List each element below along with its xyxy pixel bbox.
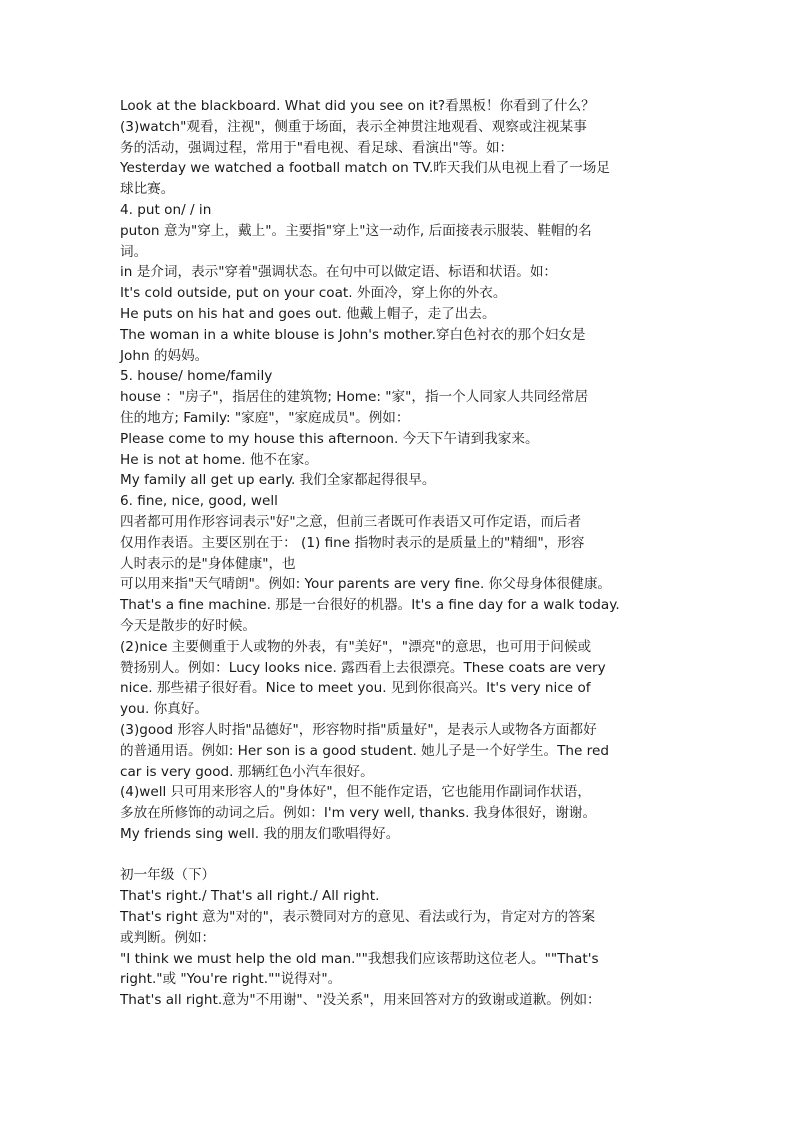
text-line: (4)well 只可用来形容人的"身体好"，但不能作定语，它也能用作副词作状语， — [120, 784, 591, 801]
text-line: you. 你真好。 — [120, 701, 208, 718]
text-line: My family all get up early. 我们全家都起得很早。 — [120, 472, 436, 489]
text-line: 务的活动，强调过程，常用于"看电视、看足球、看演出"等。如： — [120, 139, 514, 156]
text-line: My friends sing well. 我的朋友们歌唱得好。 — [120, 825, 400, 842]
text-line: That's a fine machine. 那是一台很好的机器。It's a fine day for a walk today. — [120, 597, 620, 614]
section-heading: 6. fine, nice, good, well — [120, 493, 278, 510]
text-line: Yesterday we watched a football match on TV.昨天我们从电视上看了一场足 — [120, 160, 610, 177]
text-line: Look at the blackboard. What did you see on it?看黑板！你看到了什么？ — [120, 98, 595, 114]
text-line: Please come to my house this afternoon. 今天下午请到我家来。 — [120, 430, 539, 447]
text-line: (3)watch"观看，注视"，侧重于场面，表示全神贯注地观看、观察或注视某事 — [120, 118, 587, 135]
text-line: 或判断。例如： — [120, 929, 216, 946]
text-line: 赞扬别人。例如：Lucy looks nice. 露西看上去很漂亮。These coats are very — [120, 659, 606, 676]
text-line: nice. 那些裙子很好看。Nice to meet you. 见到你很高兴。It's very nice of — [120, 680, 591, 697]
text-line: 住的地方; Family: "家庭"，"家庭成员"。例如： — [120, 409, 410, 426]
text-line: That's right./ That's all right./ All right. — [120, 888, 380, 905]
text-line: puton 意为"穿上，戴上"。主要指"穿上"这一动作, 后面接表示服装、鞋帽的名 — [120, 222, 592, 239]
text-line: right."或 "You're right.""说得对"。 — [120, 971, 342, 988]
text-line: That's right 意为"对的"，表示赞同对方的意见、看法或行为，肯定对方的答案 — [120, 909, 596, 926]
text-line: 人时表示的是"身体健康"，也 — [120, 555, 296, 572]
text-line: 词。 — [120, 243, 148, 260]
text-line: 的普通用语。例如: Her son is a good student. 她儿子是一个好学生。The red — [120, 742, 609, 759]
text-line: in 是介词，表示"穿着"强调状态。在句中可以做定语、标语和状语。如： — [120, 264, 558, 281]
section-heading: 4. put on/ / in — [120, 201, 212, 218]
text-line: He is not at home. 他不在家。 — [120, 451, 318, 468]
text-line: "I think we must help the old man.""我想我们应该帮助这位老人。""That's — [120, 950, 599, 967]
text-line: 球比赛。 — [120, 181, 175, 198]
text-line: 今天是散步的好时候。 — [120, 617, 256, 634]
section-heading: 初一年级（下） — [120, 867, 216, 884]
text-line: 仅用作表语。主要区别在于： (1) fine 指物时表示的是质量上的"精细"，形容 — [120, 534, 585, 551]
text-line: 四者都可用作形容词表示"好"之意，但前三者既可作表语又可作定语，而后者 — [120, 513, 582, 530]
blank-line — [120, 845, 686, 866]
text-line: house ："房子"，指居住的建筑物; Home: "家"，指一个人同家人共同经常居 — [120, 389, 589, 406]
text-line: John 的妈妈。 — [120, 347, 209, 364]
text-line: He puts on his hat and goes out. 他戴上帽子，走了出去。 — [120, 305, 496, 322]
text-line: That's all right.意为"不用谢"、"没关系"，用来回答对方的致谢或道歉。例如： — [120, 992, 601, 1009]
section-heading: 5. house/ home/family — [120, 368, 273, 385]
text-line: 多放在所修饰的动词之后。例如：I'm very well, thanks. 我身体很好，谢谢。 — [120, 805, 597, 822]
text-line: (2)nice 主要侧重于人或物的外表，有"美好"，"漂亮"的意思，也可用于问候或 — [120, 638, 592, 655]
text-line: It's cold outside, put on your coat. 外面冷，穿上你的外衣。 — [120, 285, 507, 302]
document-body — [120, 96, 686, 1011]
text-line: 可以用来指"天气晴朗"。例如: Your parents are very fine. 你父母身体很健康。 — [120, 576, 612, 593]
text-line: The woman in a white blouse is John's mother.穿白色衬衣的那个妇女是 — [120, 326, 586, 343]
text-line: car is very good. 那辆红色小汽车很好。 — [120, 763, 374, 780]
text-line: (3)good 形容人时指"品德好"，形容物时指"质量好"，是表示人或物各方面都好 — [120, 721, 597, 738]
